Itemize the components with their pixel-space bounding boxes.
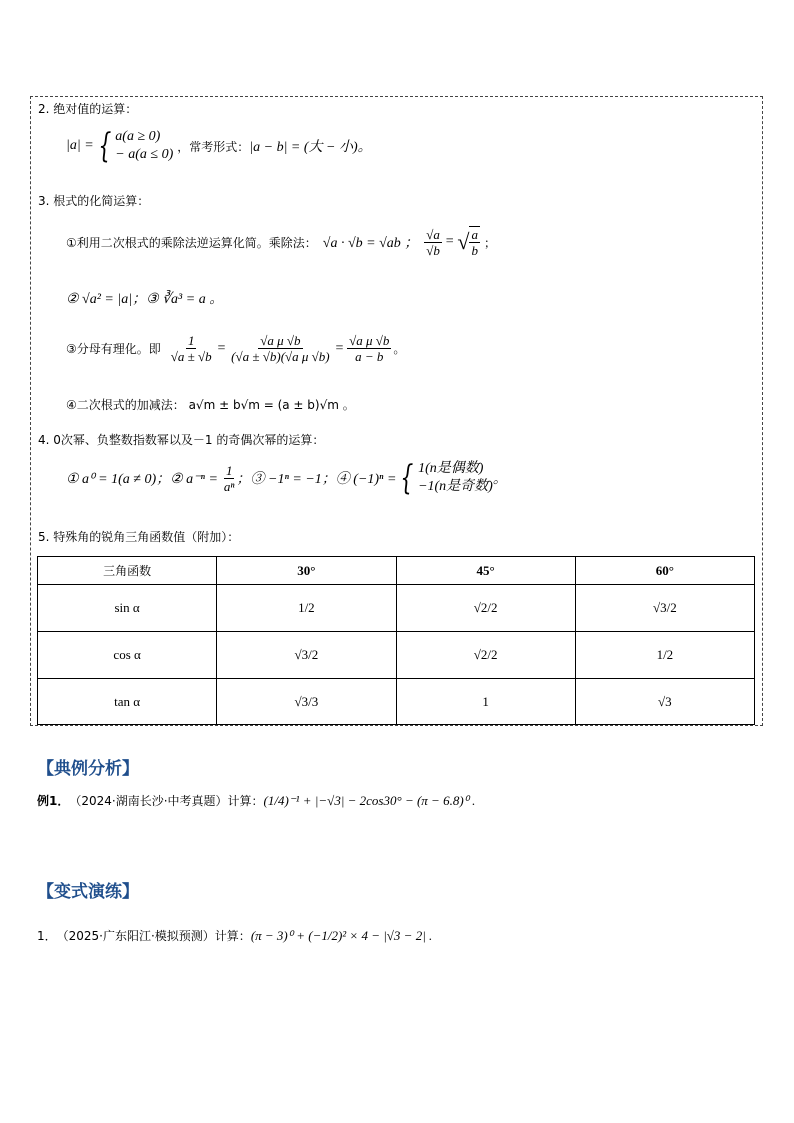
power-part-1: ① a⁰ = 1(a ≠ 0)；② a⁻ⁿ = <box>66 472 218 487</box>
power-fraction: $\frac{1}{\text{aⁿ}}$ <box>223 462 235 494</box>
section3-title: 3. 根式的化简运算： <box>38 194 150 208</box>
item1-mult: √a · √b = √ab ； <box>322 236 419 251</box>
abs-lhs: |a| = <box>66 138 94 153</box>
common-formula: |a − b| = (大 − 小)。 <box>249 140 372 155</box>
trig-header-row <box>38 557 755 585</box>
practice-label: 1． <box>37 929 57 943</box>
table-cell: 1/2 <box>575 632 754 679</box>
example-heading: 【典例分析】 <box>37 759 139 779</box>
power-case-2: −1(n是奇数) <box>418 479 493 494</box>
row-label-tan: tan α <box>38 679 217 725</box>
abs-case-1: a(a ≥ 0) <box>115 129 161 144</box>
radical-item-1 <box>66 226 496 258</box>
item1-end: ； <box>483 235 496 250</box>
header-function: 三角函数 <box>38 557 217 585</box>
equals-sign: = <box>444 234 455 249</box>
section2-title: 2. 绝对值的运算： <box>38 102 138 116</box>
practice-source: （2025·广东阳江·模拟预测）计算： <box>56 929 251 943</box>
practice-problem <box>37 927 432 944</box>
practice-heading: 【变式演练】 <box>37 882 139 902</box>
table-row <box>38 585 755 632</box>
item1-div-rhs: $\frac{a}{b}$ <box>471 227 478 258</box>
table-cell: √2/2 <box>396 585 575 632</box>
power-end: 。 <box>492 472 507 487</box>
row-label-cos: cos α <box>38 632 217 679</box>
item3-fraction-2: $\frac{\text{√a μ √b}}{\text{(√a ± √b)(√a μ √b)}}$ <box>231 333 330 364</box>
table-cell: √2/2 <box>396 632 575 679</box>
practice-expression: (π − 3)⁰ + (−1/2)² × 4 − |√3 − 2| . <box>250 927 433 943</box>
radical-item-4: ④二次根式的加减法： a√m ± b√m = (a ± b)√m 。 <box>66 398 355 412</box>
item3-fraction-3: $\frac{\text{√a μ √b}}{a - b}$ <box>349 333 390 364</box>
example-problem <box>37 792 475 809</box>
section5-title: 5. 特殊角的锐角三角函数值（附加）： <box>38 530 240 544</box>
item3-fraction-1: $\frac{1}{√a \pm √b}$ <box>170 333 212 364</box>
table-cell: √3/2 <box>575 585 754 632</box>
table-row <box>38 679 755 725</box>
table-cell: 1/2 <box>217 585 396 632</box>
example-expression: (1/4)⁻¹ + |−√3| − 2cos30° − (π − 6.8)⁰ . <box>263 792 476 808</box>
table-cell: √3/2 <box>217 632 396 679</box>
item1-text: ①利用二次根式的乘除法逆运算化简。乘除法： <box>66 235 317 250</box>
section4-title: 4. 0次幂、负整数指数幂以及－1 的奇偶次幂的运算： <box>38 433 325 447</box>
abs-definition <box>66 128 372 164</box>
left-brace-icon: { <box>400 458 414 498</box>
trig-table <box>37 556 755 725</box>
example-source: （2024·湖南长沙·中考真题）计算： <box>69 794 264 808</box>
table-cell: 1 <box>396 679 575 725</box>
table-row <box>38 632 755 679</box>
header-45: 45° <box>396 557 575 585</box>
power-rules <box>66 460 507 496</box>
item3-prefix: ③分母有理化。即 <box>66 342 161 356</box>
item1-div-fraction: $\frac{√a}{√b}$ <box>426 226 440 258</box>
common-label: ，常考形式： <box>177 139 250 154</box>
table-cell: √3 <box>575 679 754 725</box>
table-cell: √3/3 <box>217 679 396 725</box>
example-label: 例1． <box>37 794 70 808</box>
radical-item-3: ③分母有理化。即 $\frac{1}{√a \pm √b}$ = $\frac{\text{√a μ √b}}{\text{(√a ± √b)(√a μ √b)}}$ = $\frac{\text{√a μ √b}}{a - b}$ 。 <box>66 333 406 364</box>
power-part-2: ；③ −1ⁿ = −1；④ (−1)ⁿ = <box>236 472 397 487</box>
header-30: 30° <box>217 557 396 585</box>
abs-case-2: − a(a ≤ 0) <box>115 147 174 162</box>
row-label-sin: sin α <box>38 585 217 632</box>
power-case-1: 1(n是偶数) <box>418 461 484 476</box>
header-60: 60° <box>575 557 754 585</box>
sqrt-icon: √ <box>457 229 470 254</box>
item3-end: 。 <box>393 342 406 356</box>
left-brace-icon: { <box>97 126 111 166</box>
radical-item-2: ② √a² = |a|；③ ∛a³ = a 。 <box>66 292 224 307</box>
